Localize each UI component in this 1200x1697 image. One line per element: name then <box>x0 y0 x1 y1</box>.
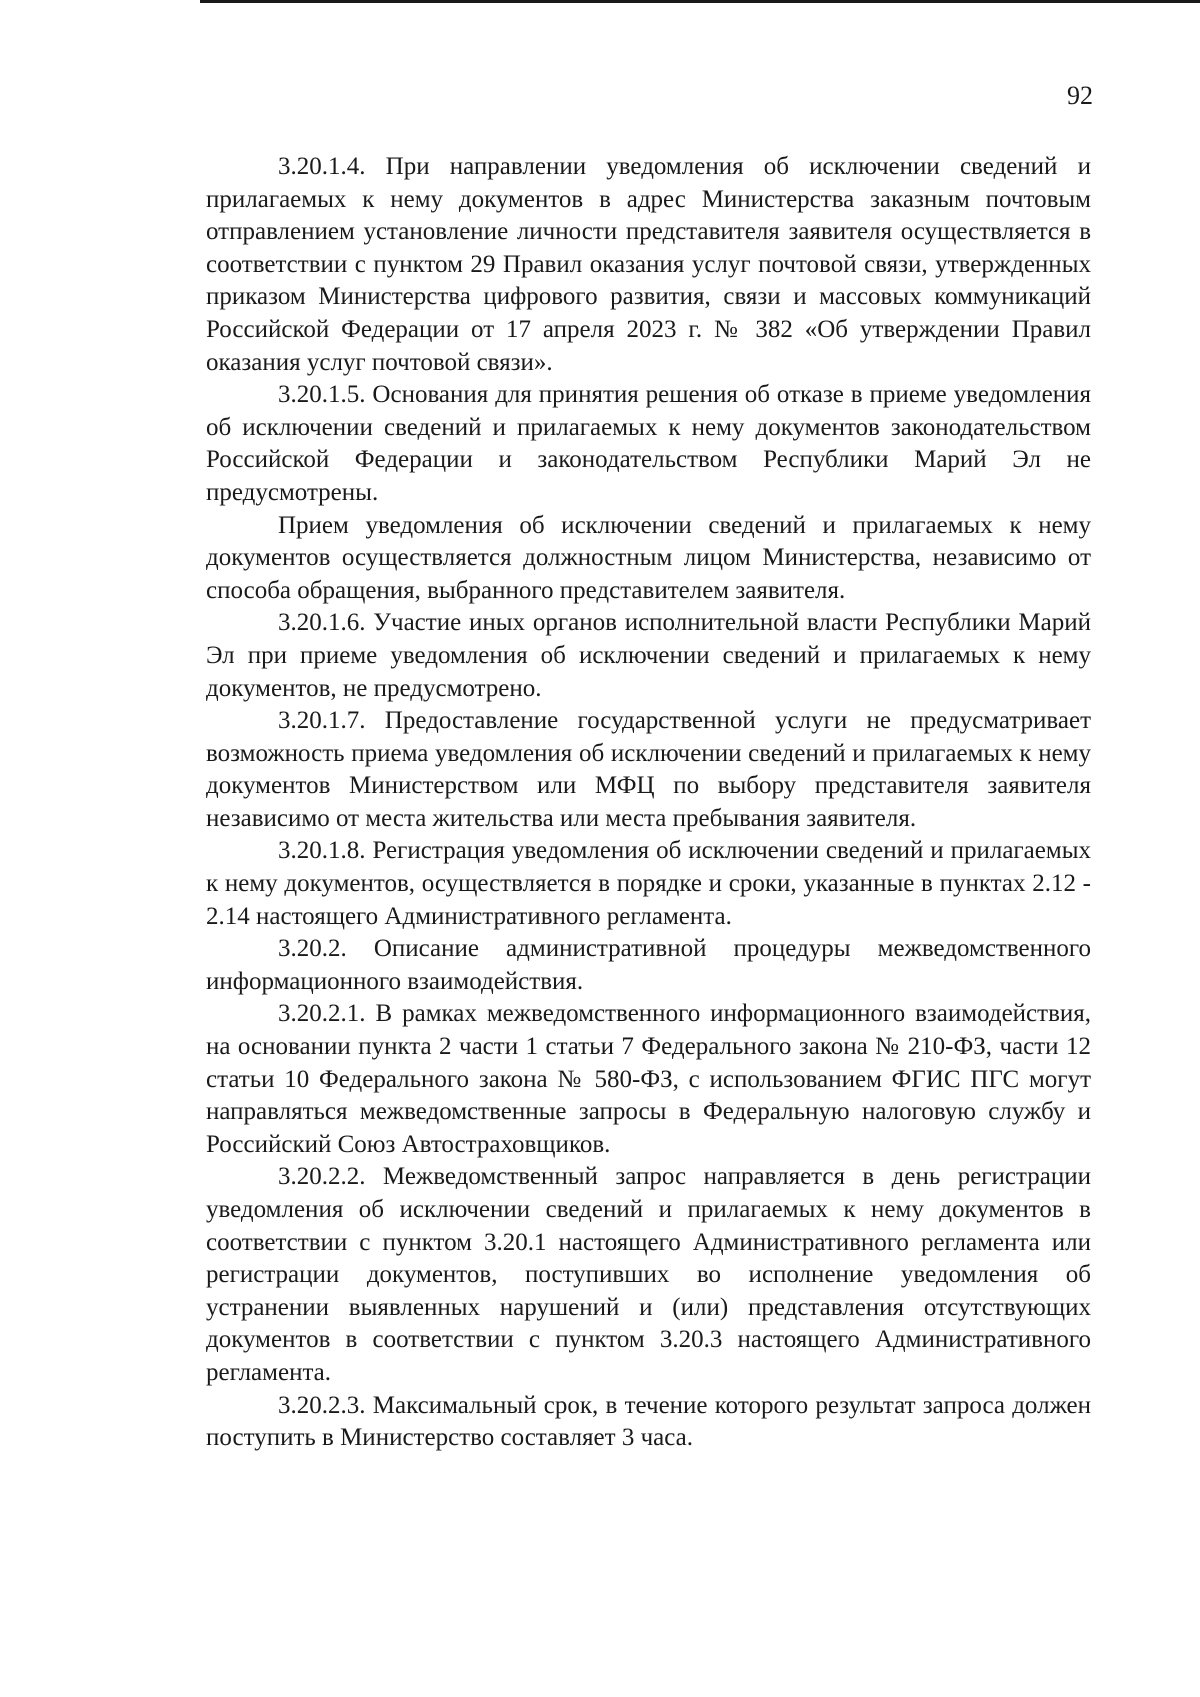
document-body <box>206 151 1091 1455</box>
paragraph-3-20-2-1: 3.20.2.1. В рамках межведомственного информационного взаимодействия, на основании пункта 2 части 1 статьи 7 Федерального закона № 210-ФЗ, части 12 статьи 10 Федерального закона № 580-ФЗ, с использованием ФГИС ПГС могут направляться межведомственные запросы в Федеральную налоговую службу и Российский Союз Автостраховщиков. <box>206 1000 1091 1158</box>
paragraph-reception: Прием уведомления об исключении сведений и прилагаемых к нему документов осуществляется должностным лицом Министерства, независимо от способа обращения, выбранного представителем заявителя. <box>206 511 1091 604</box>
paragraph-3-20-2-3: 3.20.2.3. Максимальный срок, в течение которого результат запроса должен поступить в Министерство составляет 3 часа. <box>206 1391 1091 1452</box>
paragraph-3-20-2: 3.20.2. Описание административной процедуры межведомственного информационного взаимодействия. <box>206 935 1091 995</box>
scan-top-edge <box>200 0 1200 3</box>
paragraph-3-20-2-2: 3.20.2.2. Межведомственный запрос направляется в день регистрации уведомления об исключении сведений и прилагаемых к нему документов в соответствии с пунктом 3.20.1 настоящего Административного регламента или регистрации документов, поступивших во исполнение уведомления об устранении выявленных нарушений и (или) представления отсутствующих документов в соответствии с пунктом 3.20.3 настоящего Административного регламента. <box>206 1163 1091 1386</box>
paragraph-3-20-1-5: 3.20.1.5. Основания для принятия решения об отказе в приеме уведомления об исключении сведений и прилагаемых к нему документов законодательством Российской Федерации и законодательством Республики Марий Эл не предусмотрены. <box>206 381 1091 506</box>
paragraph-3-20-1-8: 3.20.1.8. Регистрация уведомления об исключении сведений и прилагаемых к нему документов, осуществляется в порядке и сроки, указанные в пунктах 2.12 - 2.14 настоящего Административного регламента. <box>206 837 1091 930</box>
paragraph-3-20-1-7: 3.20.1.7. Предоставление государственной услуги не предусматривает возможность приема уведомления об исключении сведений и прилагаемых к нему документов Министерством или МФЦ по выбору представителя заявителя независимо от места жительства или места пребывания заявителя. <box>206 707 1091 832</box>
paragraph-3-20-1-6: 3.20.1.6. Участие иных органов исполнительной власти Республики Марий Эл при приеме уведомления об исключении сведений и прилагаемых к нему документов, не предусмотрено. <box>206 609 1091 702</box>
page-number: 92 <box>1067 81 1093 110</box>
paragraph-3-20-1-4: 3.20.1.4. При направлении уведомления об исключении сведений и прилагаемых к нему документов в адрес Министерства заказным почтовым отправлением установление личности представителя заявителя осуществляется в соответствии с пунктом 29 Правил оказания услуг почтовой связи, утвержденных приказом Министерства цифрового развития, связи и массовых коммуникаций Российской Федерации от 17 апреля 2023 г. № 382 «Об утверждении Правил оказания услуг почтовой связи». <box>206 153 1091 376</box>
